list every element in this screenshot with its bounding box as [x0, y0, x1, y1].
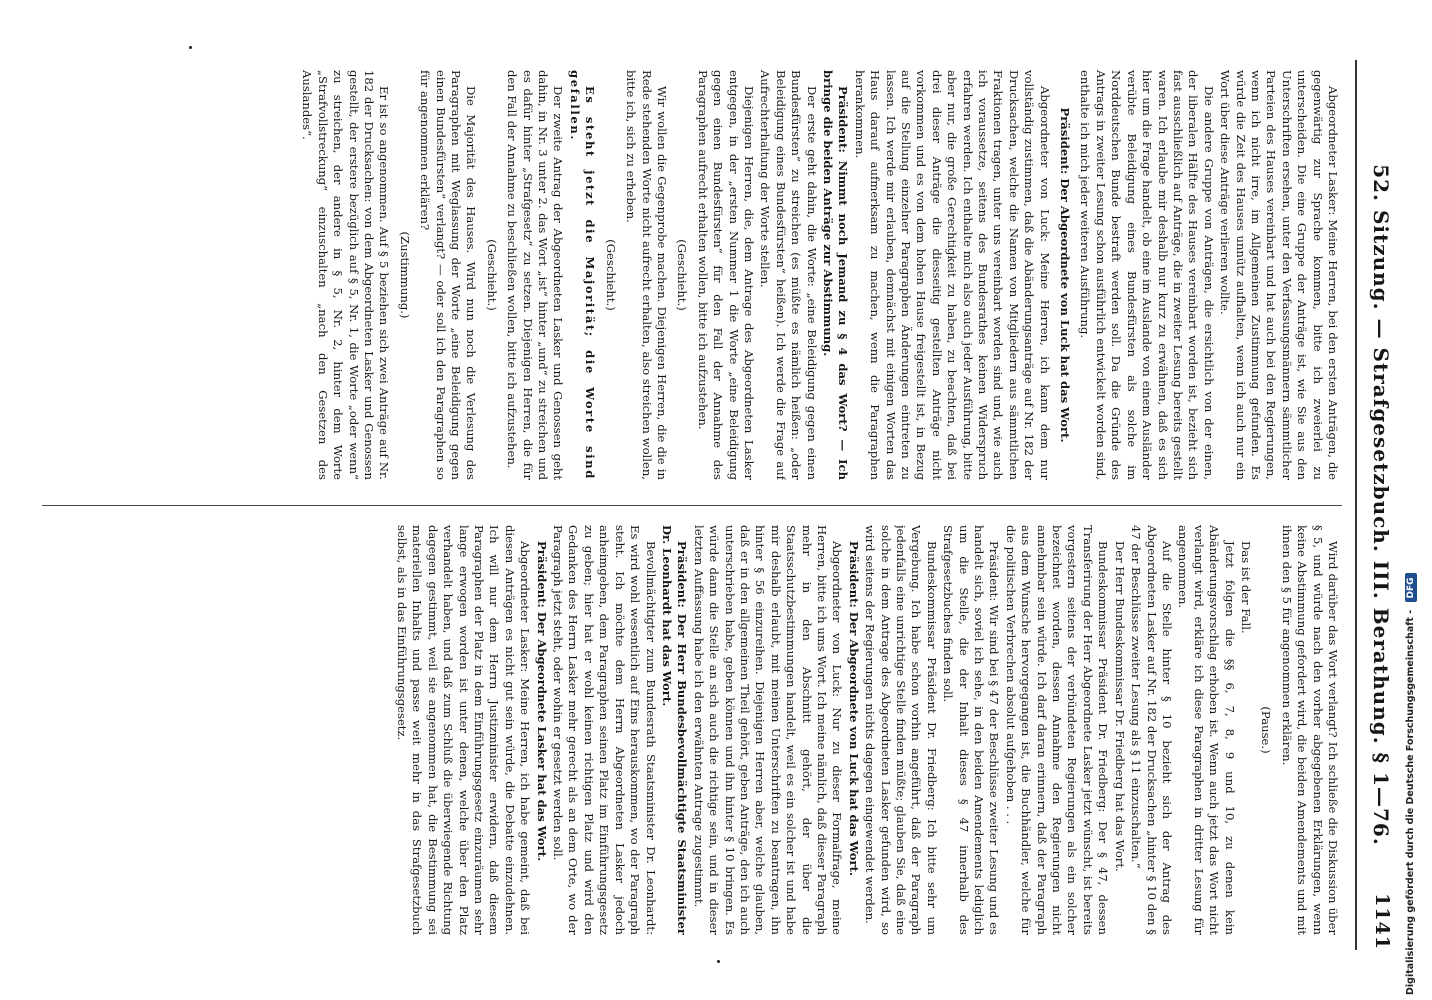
stage-note: (Geschieht.) [484, 239, 499, 311]
digitization-note: Digitalisierung gefördert durch die Deutsche Forschungsgemeinschaft - [1405, 609, 1416, 995]
page-header [1355, 60, 1397, 950]
speaker-line: Präsident: Der Abgeordnete Lasker hat das Wort. [534, 541, 549, 862]
paragraph: Jetzt folgen die §§ 6, 7, 8, 9 und 10, zu denen kein Abänderungsvorschlag erhoben ist. Wenn auch jetzt das Wort nicht verlangt wird, erkläre ich diese Paragraphen in dritter Lesung für angenommen. [1176, 525, 1237, 935]
header-title: 52. Sitzung. — Strafgesetzbuch. III. Berathung. § 1—76. [1369, 164, 1393, 846]
speaker-line: Präsident: Nimmt noch Jemand zu § 4 das Wort? — Ich bringe die beiden Anträge zur Abstimmung. [821, 70, 851, 480]
speaker-line: Präsident: Der Abgeordnete von Luck hat das Wort. [1058, 107, 1073, 443]
paragraph: Präsident: Wir sind bei § 47 der Beschlüsse zweiter Lesung und es handelt sich, soviel ich sehe, in den beiden Amendements lediglich um die Stelle, die der Inhalt dieses § 47 innerhalb des Strafgesetzbuches finden soll. [941, 525, 1002, 935]
speaker-line: Der Herr Bundeskommissar Dr. Friedberg hat das Wort. [1112, 541, 1127, 872]
right-column [40, 525, 1340, 935]
paragraph: Der zweite Antrag der Abgeordneten Lasker und Genossen geht dahin, in Nr. 3 unter 2. das Wort „ist“ hinter „und“ zu streichen und es dafür hinter „Strafgesetz“ zu setzen. Diejenigen Herren, die für den Fall der Annahme zu beschließen wollen, bitte ich aufzustehen. [505, 70, 566, 480]
paragraph: Bundeskommissar Präsident Dr. Friedberg: Der § 47, dessen Transferirung der Herr Abgeordnete Lasker jetzt wünscht, ist bereits vorgestern seitens der verbündeten Regierungen als ein solcher bezeichnet worden, dessen Annahme den Regierungen nicht annehmbar sein würde. Ich darf daran erinnern, daß der Paragraph aus dem Wunsche hervorgegangen ist, die Buchhändler, welche für die politischen Verbrechen absolut aufgehoben . . . [1003, 525, 1111, 935]
column-divider [42, 505, 1342, 506]
paragraph: Er ist so angenommen. Auf § 5 beziehen sich zwei Anträge auf Nr. 182 der Drucksachen: von dem Abgeordneten Lasker und Genossen gestellt, der erstere bezüglich auf § 5, Nr. 1, die Worte „oder wenn“ zu streichen, der andere in § 5, Nr. 2, hinter dem Worte „Strafvollstreckung“ einzuschalten „nach den Gesetzen des Auslandes“. [300, 70, 392, 480]
scan-speck [717, 960, 720, 963]
paragraph: Abgeordneter von Luck: Nur zu dieser Formalfrage, meine Herren, bitte ich ums Wort. Ich meine nämlich, daß dieser Paragraph mehr in den Abschnitt gehört, der über die Staatsschutzbestimmungen handelt, weil es ein solcher ist und habe mir deshalb erlaubt, mit meinen Unterschriften zu beantragen, ihn hinter § 56 einzureihen. Diejenigen Herren aber, welche glauben, daß er in den allgemeinen Theil gehört, geben Anträge, den ich auch unterschrieben habe, geben können und ihn hinter § 10 bringen. Es würde dann die Stelle an sich auch die richtige sein, und in dieser letzten Auffassung habe ich den erwähnten Antrage zugestimmt. [691, 525, 845, 935]
left-column [40, 70, 1340, 480]
stage-note: (Geschieht.) [603, 239, 618, 311]
paragraph: Abgeordneter Lasker: Meine Herren, ich habe gemeint, daß bei diesen Anträgen es nicht gut sein würde, die Debatte einzudehnen. Ich will nur dem Herrn Justizminister erwidern, daß diesem Paragraphen der Platz in dem Einführungsgesetz einzuräumen sehr lange erwogen worden ist unter denen, welche über den Platz verhandelt haben, und daß zum Schluß die überwiegende Richtung dagegen gestimmt, weil sie angenommen hat, die Bestimmung sei materiellen Inhalts und passe weit mehr in das Strafgesetzbuch selbst, als in das Einführungsgesetz. [395, 525, 533, 935]
stage-note: (Geschieht.) [675, 239, 690, 311]
paragraph: Das ist der Fall. [1238, 541, 1253, 634]
speaker-line: Präsident: Der Herr Bundesbevollmächtigte Staatsminister Dr. Leonhardt hat das Wort. [659, 525, 690, 935]
paragraph: Die andere Gruppe von Anträgen, die ersichtlich von der einen, der liberalen Hälfte des Hauses vereinbart worden ist, bezieht sich fast ausschließlich auf Anträge, die in zweiter Lesung bereits gestellt waren. Ich erlaube mir deshalb nur kurz zu erwähnen, daß es sich hier um die Frage handelt, ob eine im Auslande von einem Ausländer verübte Beleidigung eines Bundesfürsten als solche im Norddeutschen Bunde bestraft werden soll. Da die Gründe des Antrags in zweiter Lesung schon ausführlich entwickelt worden sind, enthalte ich mich jeder weiteren Ausführung. [1078, 70, 1216, 480]
scan-speck [189, 46, 192, 49]
paragraph: Der erste geht dahin, die Worte: „eine Beleidigung gegen einen Bundesfürsten“ zu streichen (es müßte es nämlich heißen: „oder Beleidigung eines Bundesfürsten“ heißen). Ich werde die Frage auf Aufrechterhaltung der Worte stellen. [758, 70, 819, 480]
stage-note: (Pause.) [1259, 706, 1274, 754]
paragraph: Auf die Stelle hinter § 10 bezieht sich der Antrag des Abgeordneten Lasker auf Nr. 182 der Drucksachen „hinter § 10 den § 47 der Beschlüsse zweiter Lesung als § 11 einzuschalten.“ [1129, 525, 1174, 935]
paragraph: Abgeordneter von Luck: Meine Herren, ich kann dem nur vollständig zustimmen, daß die Abänderungsanträge auf Nr. 182 der Drucksachen, welche die Namen von Mitgliedern aus sämmtlichen Fraktionen tragen, unter uns vereinbart worden sind und, wie auch ich voraussetze, seitens des Bundesrathes keinen Widerspruch erfahren werden. Ich enthalte mich also auch jeder Ausführung, bitte aber nur, die große Gerechtigkeit zu haben, zu beachten, daß bei drei dieser Anträge die diesseitig gestellten Anträge nicht vorkommen und es von dem hohen Hause freigestellt ist, in Bezug auf die Stellung einzelner Paragraphen Änderungen eintreten zu lassen. Ich werde mir erlauben, demnächst mit einigen Worten das Haus darauf aufmerksam zu machen, wenn die Paragraphen herankommen. [852, 70, 1052, 480]
paragraph: Bevollmächtigter zum Bundesrath Staatsminister Dr. Leonhardt: Es wird wohl wesentlich auf Eins herauskommen, wo der Paragraph steht. Ich möchte dem Herrn Abgeordneten Lasker jedoch anheimgeben, dem Paragraphen seinen Platz im Einführungsgesetz zu geben; hier hat er wohl keinen richtigen Platz und wird den Gedanken des Herrn Lasker mehr gerecht als an dem Orte, wo der Paragraph jetzt steht, oder wohin er gesetzt werden soll. [551, 525, 658, 935]
paragraph: Die Majorität des Hauses. Wird nun noch die Verlesung des Paragraphen mit Weglassung der Worte „eine Beleidigung gegen einen Bundesfürsten“ verlangt? — oder soll ich den Paragraphen so für angenommen erklären? [418, 70, 479, 480]
speaker-line: Präsident: Der Abgeordnete von Luck hat das Wort. [846, 541, 861, 877]
stage-note: (Zustimmung.) [397, 231, 412, 319]
dfg-logo: DFG [1405, 573, 1417, 602]
paragraph: Diejenigen Herren, die, dem Antrage des Abgeordneten Lasker entgegen, in der „ersten Nummer 1 die Worte „eine Beleidigung gegen einen Bundesfürsten“ für den Fall der Annahme des Paragraphen aufrecht erhalten wollen, bitte ich aufzustehen. [695, 70, 756, 480]
paragraph: Wir wollen die Gegenprobe machen. Diejenigen Herren, die die in Rede stehenden Worte nicht aufrecht erhalten, also streichen wollen, bitte ich, sich zu erheben. [624, 70, 669, 480]
digitization-footer [1405, 573, 1417, 995]
header-page-number: 1141 [1371, 893, 1393, 950]
paragraph: Wird darüber das Wort verlangt? Ich schließe die Diskussion über § 5, und würde nach den vorher abgegebenen Erklärungen, wenn keine Abstimmung gefordert wird, die beiden Amendements und mit ihnen den § 5 für angenommen erklären. [1279, 525, 1340, 935]
paragraph: Es steht jetzt die Majorität; die Worte sind gefallen. [567, 70, 598, 480]
paragraph: Abgeordneter Lasker: Meine Herren, bei den ersten Anträgen, die gegenwärtig zur Sprache kommen, bitte ich zweierlei zu unterscheiden. Die eine Gruppe der Anträge ist, wie Sie aus den Unterschriften ersehen, unter den Verfassungsmännern sämmtlicher Parteien des Hauses vereinbart und hat auch bei den Regierungen, wenn ich nicht irre, im Allgemeinen Zustimmung gefunden. Es würde die Zeit des Hauses unnütz aufhalten, wenn ich auch nur ein Wort über diese Anträge verlieren wollte. [1218, 70, 1340, 480]
paragraph: Bundeskommissar Präsident Dr. Friedberg: Ich bitte sehr um Vergebung. Ich habe schon vorhin angeführt, daß der Paragraph jedenfalls eine unrichtige Stelle finden müßte; glauben Sie, daß eine solche in dem Antrage des Abgeordneten Lasker gefunden wird, so wird seitens der Regierungen nichts dagegen eingewendet werden. [863, 525, 939, 935]
